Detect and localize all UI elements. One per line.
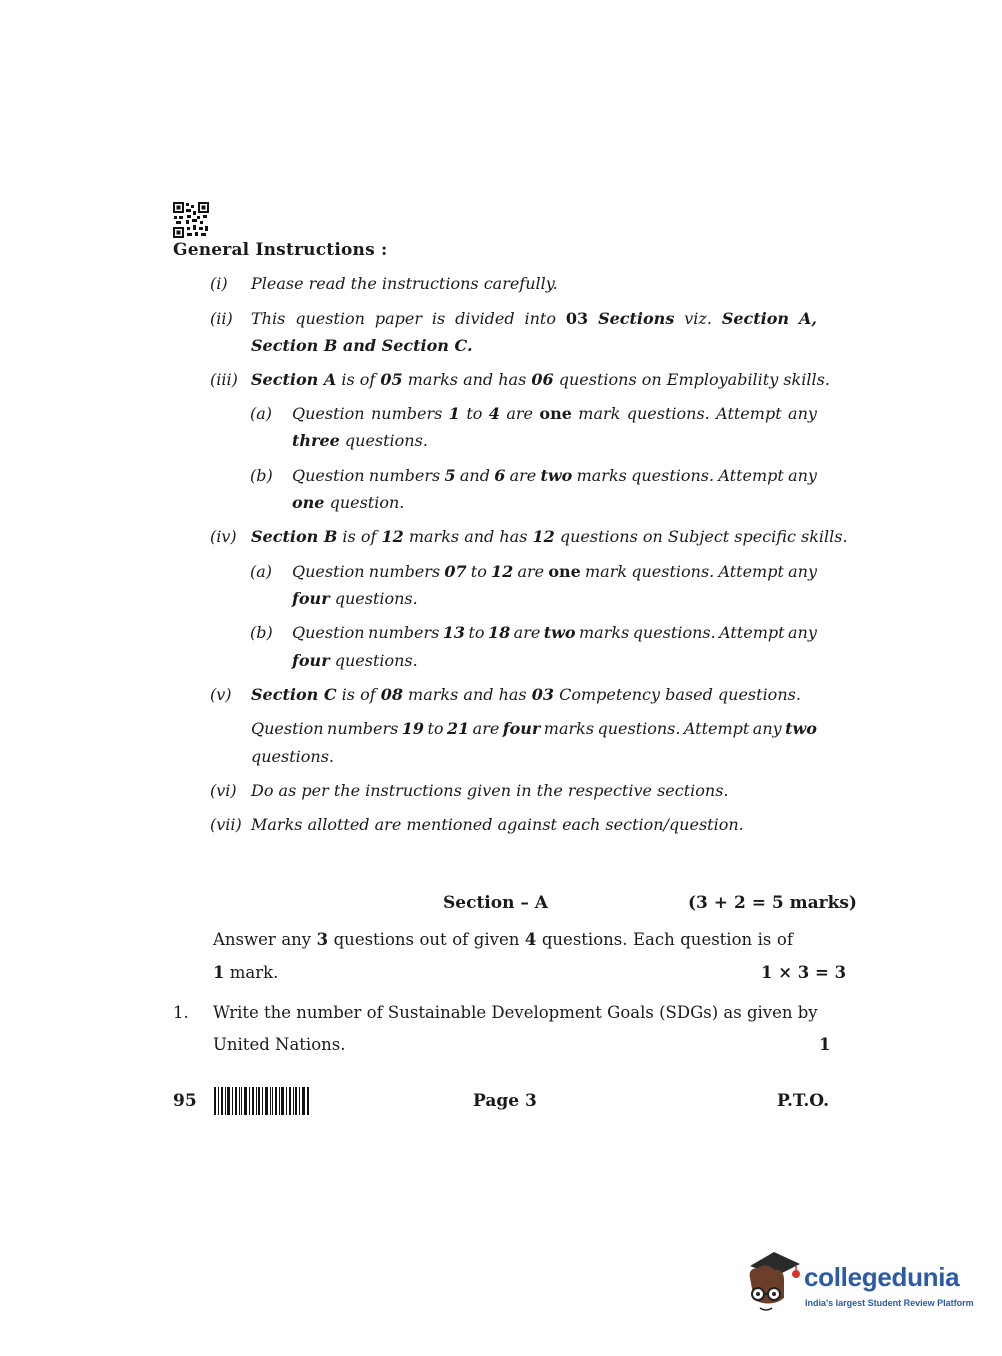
- instruction-iv-a-line1: Question numbers 07 to 12 are one mark questions. Attempt any: [292, 562, 817, 581]
- instruction-v-cont-line1: Question numbers 19 to 21 are four marks questions. Attempt any two: [251, 719, 817, 738]
- question-1-line1: Write the number of Sustainable Development Goals (SDGs) as given by: [213, 1003, 818, 1022]
- mascot-icon: [744, 1248, 806, 1320]
- section-a-marks: (3 + 2 = 5 marks): [688, 893, 857, 913]
- instruction-vii-number: (vii): [210, 815, 242, 834]
- section-a-instruction-line2: 1 mark.: [213, 963, 279, 982]
- instruction-iii-b-line1: Question numbers 5 and 6 are two marks questions. Attempt any: [292, 466, 817, 485]
- instruction-iii-b-number: (b): [250, 466, 273, 485]
- instruction-i-number: (i): [210, 274, 228, 293]
- instruction-vii-text: Marks allotted are mentioned against each section/question.: [251, 815, 744, 834]
- instruction-iii-a-line2: three questions.: [292, 431, 428, 450]
- instruction-iii-b-line2: one question.: [292, 493, 405, 512]
- instruction-ii-line1: This question paper is divided into 03 Sections viz. Section A,: [251, 309, 817, 328]
- page-number: Page 3: [473, 1091, 537, 1111]
- barcode-icon: [214, 1087, 310, 1115]
- instruction-v-text: Section C is of 08 marks and has 03 Competency based questions.: [251, 685, 801, 704]
- instruction-iii-a-line1: Question numbers 1 to 4 are one mark questions. Attempt any: [292, 404, 817, 423]
- paper-code: 95: [173, 1091, 197, 1111]
- instruction-vi-text: Do as per the instructions given in the respective sections.: [251, 781, 729, 800]
- instruction-iv-b-number: (b): [250, 623, 273, 642]
- question-1-marks: 1: [819, 1035, 831, 1054]
- question-1-number: 1.: [173, 1003, 189, 1022]
- instruction-ii-line2: Section B and Section C.: [251, 336, 473, 355]
- instruction-v-number: (v): [210, 685, 232, 704]
- instruction-iv-a-number: (a): [250, 562, 273, 581]
- instruction-iii-text: Section A is of 05 marks and has 06 questions on Employability skills.: [251, 370, 830, 389]
- general-instructions-heading: General Instructions :: [173, 240, 388, 260]
- brand-name: collegedunia: [804, 1262, 960, 1292]
- instruction-iv-b-line1: Question numbers 13 to 18 are two marks questions. Attempt any: [292, 623, 817, 642]
- instruction-vi-number: (vi): [210, 781, 237, 800]
- instruction-i-text: Please read the instructions carefully.: [251, 274, 558, 293]
- instruction-v-cont-line2: questions.: [251, 747, 335, 766]
- brand-tagline: India's largest Student Review Platform: [805, 1298, 974, 1308]
- section-a-instruction-line1: Answer any 3 questions out of given 4 questions. Each question is of: [213, 930, 793, 949]
- instruction-iii-a-number: (a): [250, 404, 273, 423]
- instruction-ii-number: (ii): [210, 309, 233, 328]
- instruction-iv-text: Section B is of 12 marks and has 12 questions on Subject specific skills.: [251, 527, 848, 546]
- question-1-line2: United Nations.: [213, 1035, 346, 1054]
- pto-label: P.T.O.: [777, 1091, 829, 1111]
- instruction-iv-number: (iv): [210, 527, 237, 546]
- instruction-iv-b-line2: four questions.: [292, 651, 418, 670]
- collegedunia-logo: [744, 1248, 974, 1320]
- section-a-marks-calc: 1 × 3 = 3: [761, 963, 847, 982]
- instruction-iv-a-line2: four questions.: [292, 589, 418, 608]
- section-a-title: Section – A: [443, 893, 548, 913]
- instruction-iii-number: (iii): [210, 370, 238, 389]
- qr-code-icon: [173, 202, 209, 238]
